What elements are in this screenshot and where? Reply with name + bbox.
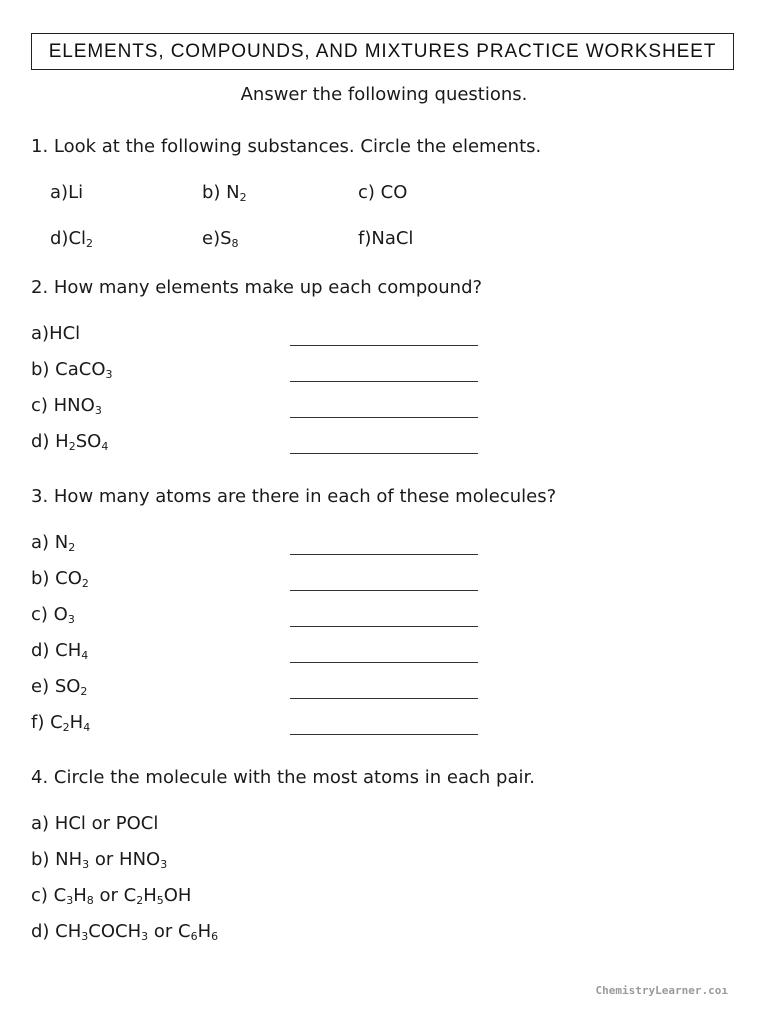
q4-item-d — [31, 921, 218, 942]
formula-subscript: 3 — [94, 404, 102, 417]
formula-subscript: 4 — [101, 440, 109, 453]
answer-line[interactable] — [290, 417, 478, 418]
item-label: e) — [202, 228, 221, 249]
item-label: f) — [358, 228, 372, 249]
question-1: 1. Look at the following substances. Circle the elements. — [31, 136, 542, 157]
q3-item-d — [31, 640, 88, 661]
q1-item-c — [358, 182, 407, 203]
formula-subscript: 3 — [67, 613, 75, 626]
title-box — [31, 33, 734, 70]
answer-line[interactable] — [290, 381, 478, 382]
item-label: c) — [358, 182, 381, 203]
q4-item-a — [31, 813, 158, 834]
q3-item-e — [31, 676, 87, 697]
formula-text: C — [53, 885, 67, 906]
formula-text: CH — [55, 640, 82, 661]
item-label: d) — [31, 921, 56, 942]
formula-text: NH — [55, 849, 83, 870]
q1-item-a — [50, 182, 83, 203]
answer-line[interactable] — [290, 554, 478, 555]
q3-item-c — [31, 604, 75, 625]
worksheet-title: ELEMENTS, COMPOUNDS, AND MIXTURES PRACTICE WORKSHEET — [48, 40, 717, 62]
q2-item-b — [31, 359, 113, 380]
item-label: b) — [202, 182, 227, 203]
formula-text: or HNO — [89, 849, 161, 870]
formula-subscript: 2 — [136, 894, 144, 907]
formula-text: HNO — [53, 395, 95, 416]
q2-item-a — [31, 323, 80, 344]
answer-line[interactable] — [290, 345, 478, 346]
formula-text: CO — [380, 182, 408, 203]
item-label: b) — [31, 359, 56, 380]
formula-text: H — [69, 712, 84, 733]
formula-subscript: 4 — [81, 649, 89, 662]
site-watermark: ChemistryLearner.coı — [595, 984, 728, 997]
formula-subscript: 3 — [82, 858, 90, 871]
formula-subscript: 3 — [81, 930, 89, 943]
formula-subscript: 2 — [239, 191, 247, 204]
q3-item-f — [31, 712, 90, 733]
formula-text: HCl or POCl — [54, 813, 159, 834]
q1-item-d — [50, 228, 93, 249]
formula-subscript: 6 — [190, 930, 198, 943]
answer-line[interactable] — [290, 626, 478, 627]
formula-text: Li — [68, 182, 84, 203]
item-label: d) — [31, 640, 56, 661]
formula-text: NaCl — [371, 228, 414, 249]
q1-item-f — [358, 228, 413, 249]
item-label: a) — [50, 182, 69, 203]
item-label: d) — [50, 228, 69, 249]
formula-subscript: 2 — [86, 237, 94, 250]
item-label: f) — [31, 712, 51, 733]
formula-text: CaCO — [55, 359, 106, 380]
formula-subscript: 5 — [156, 894, 164, 907]
formula-text: H — [73, 885, 87, 906]
item-label: a) — [31, 813, 55, 834]
formula-text: OH — [163, 885, 192, 906]
formula-subscript: 8 — [86, 894, 94, 907]
formula-text: CH — [55, 921, 82, 942]
item-label: c) — [31, 395, 54, 416]
formula-text: or C — [148, 921, 191, 942]
instructions: Answer the following questions. — [240, 84, 528, 105]
formula-subscript: 2 — [81, 577, 89, 590]
formula-text: O — [53, 604, 68, 625]
item-label: d) — [31, 431, 56, 452]
formula-subscript: 2 — [62, 721, 70, 734]
answer-line[interactable] — [290, 453, 478, 454]
formula-text: C — [50, 712, 63, 733]
formula-text: H — [55, 431, 69, 452]
formula-subscript: 3 — [105, 368, 113, 381]
question-4: 4. Circle the molecule with the most atoms in each pair. — [31, 767, 535, 788]
q3-item-b — [31, 568, 89, 589]
formula-text: or C — [93, 885, 137, 906]
formula-text: CO — [55, 568, 82, 589]
q4-item-c — [31, 885, 191, 906]
formula-text: COCH — [88, 921, 142, 942]
q2-item-c — [31, 395, 102, 416]
formula-text: SO — [75, 431, 102, 452]
formula-subscript: 8 — [231, 237, 239, 250]
question-3: 3. How many atoms are there in each of these molecules? — [31, 486, 557, 507]
item-label: c) — [31, 604, 54, 625]
question-2: 2. How many elements make up each compound? — [31, 277, 483, 298]
formula-subscript: 4 — [83, 721, 91, 734]
formula-subscript: 2 — [80, 685, 88, 698]
formula-subscript: 2 — [68, 541, 76, 554]
answer-line[interactable] — [290, 662, 478, 663]
item-label: b) — [31, 568, 56, 589]
q4-item-b — [31, 849, 167, 870]
item-label: e) — [31, 676, 55, 697]
q3-item-a — [31, 532, 75, 553]
answer-line[interactable] — [290, 734, 478, 735]
q2-item-d — [31, 431, 108, 452]
formula-subscript: 2 — [68, 440, 76, 453]
formula-subscript: 3 — [66, 894, 74, 907]
formula-text: H — [143, 885, 157, 906]
formula-subscript: 6 — [211, 930, 219, 943]
formula-text: N — [54, 532, 69, 553]
answer-line[interactable] — [290, 590, 478, 591]
formula-subscript: 3 — [141, 930, 149, 943]
formula-text: SO — [54, 676, 81, 697]
item-label: a) — [31, 323, 50, 344]
formula-subscript: 3 — [160, 858, 168, 871]
formula-text: H — [197, 921, 212, 942]
answer-line[interactable] — [290, 698, 478, 699]
item-label: c) — [31, 885, 54, 906]
q1-item-b — [202, 182, 247, 203]
q1-item-e — [202, 228, 239, 249]
formula-text: Cl — [68, 228, 87, 249]
formula-text: N — [226, 182, 240, 203]
formula-text: HCl — [49, 323, 81, 344]
item-label: a) — [31, 532, 55, 553]
formula-text: S — [220, 228, 232, 249]
item-label: b) — [31, 849, 56, 870]
